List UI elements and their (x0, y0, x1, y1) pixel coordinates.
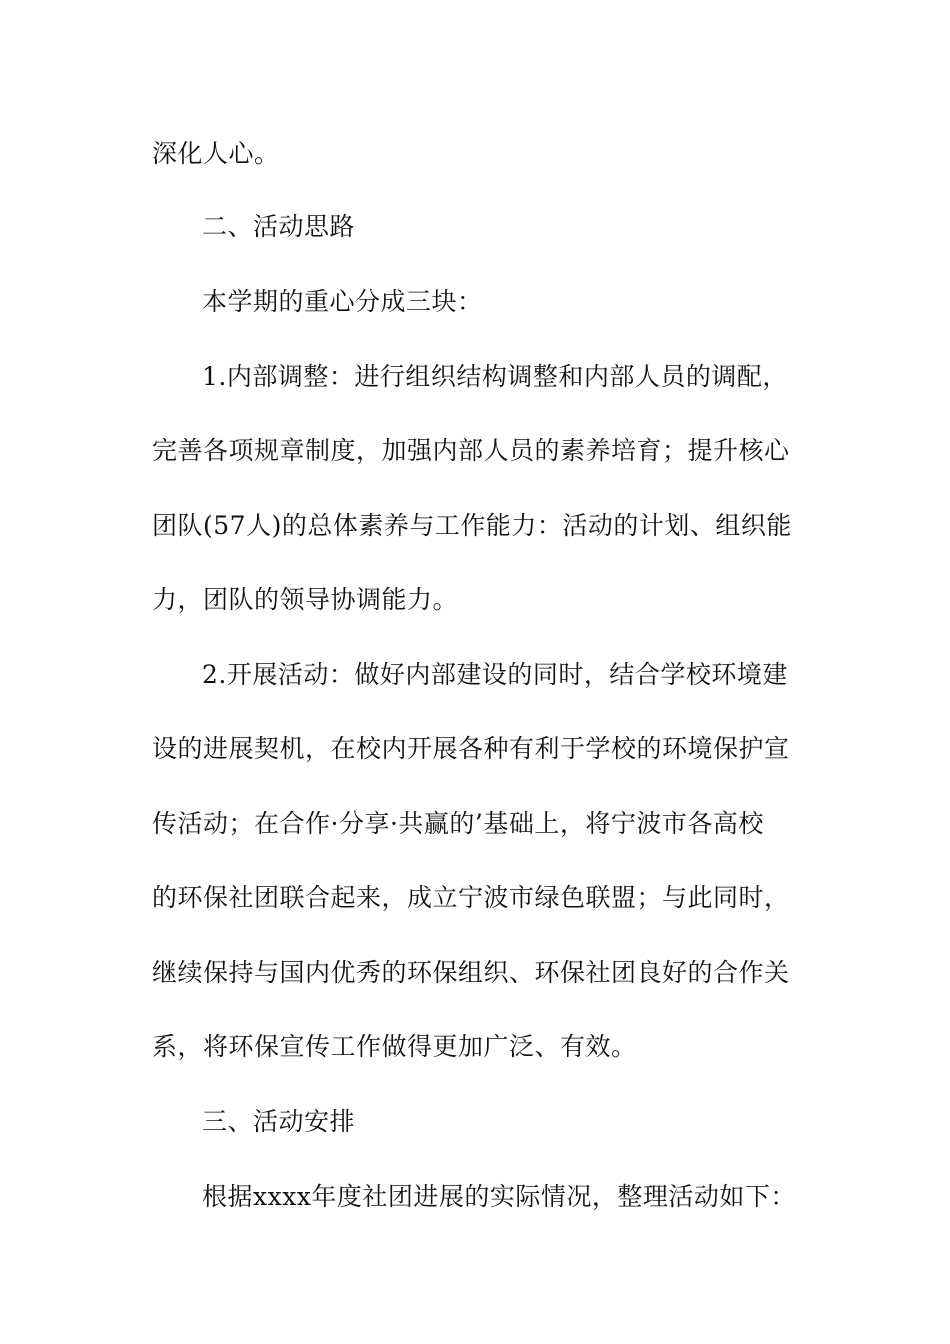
paragraph-line: 根据xxxx年度社团进展的实际情况，整理活动如下： (202, 1182, 796, 1211)
paragraph-line: 完善各项规章制度，加强内部人员的素养培育；提升核心 (152, 436, 790, 465)
paragraph-line: 深化人心。 (152, 139, 280, 168)
paragraph-line: 力，团队的领导协调能力。 (152, 585, 459, 614)
paragraph-line: 继续保持与国内优秀的环保组织、环保社团良好的合作关 (152, 958, 790, 987)
section-heading: 二、活动思路 (202, 212, 356, 241)
paragraph-line: 传活动；在合作·分享·共赢的’基础上，将宁波市各高校 (152, 809, 764, 838)
paragraph-line: 本学期的重心分成三块： (202, 287, 483, 316)
paragraph-line: 系，将环保宣传工作做得更加广泛、有效。 (152, 1032, 637, 1061)
paragraph-line: 1.内部调整：进行组织结构调整和内部人员的调配， (202, 362, 788, 391)
paragraph-line: 设的进展契机，在校内开展各种有利于学校的环境保护宣 (152, 734, 790, 763)
paragraph-line: 2.开展活动：做好内部建设的同时，结合学校环境建 (202, 660, 788, 689)
paragraph-line: 团队(57人)的总体素养与工作能力：活动的计划、组织能 (152, 511, 792, 540)
section-heading: 三、活动安排 (202, 1107, 356, 1136)
paragraph-line: 的环保社团联合起来，成立宁波市绿色联盟；与此同时， (152, 883, 790, 912)
